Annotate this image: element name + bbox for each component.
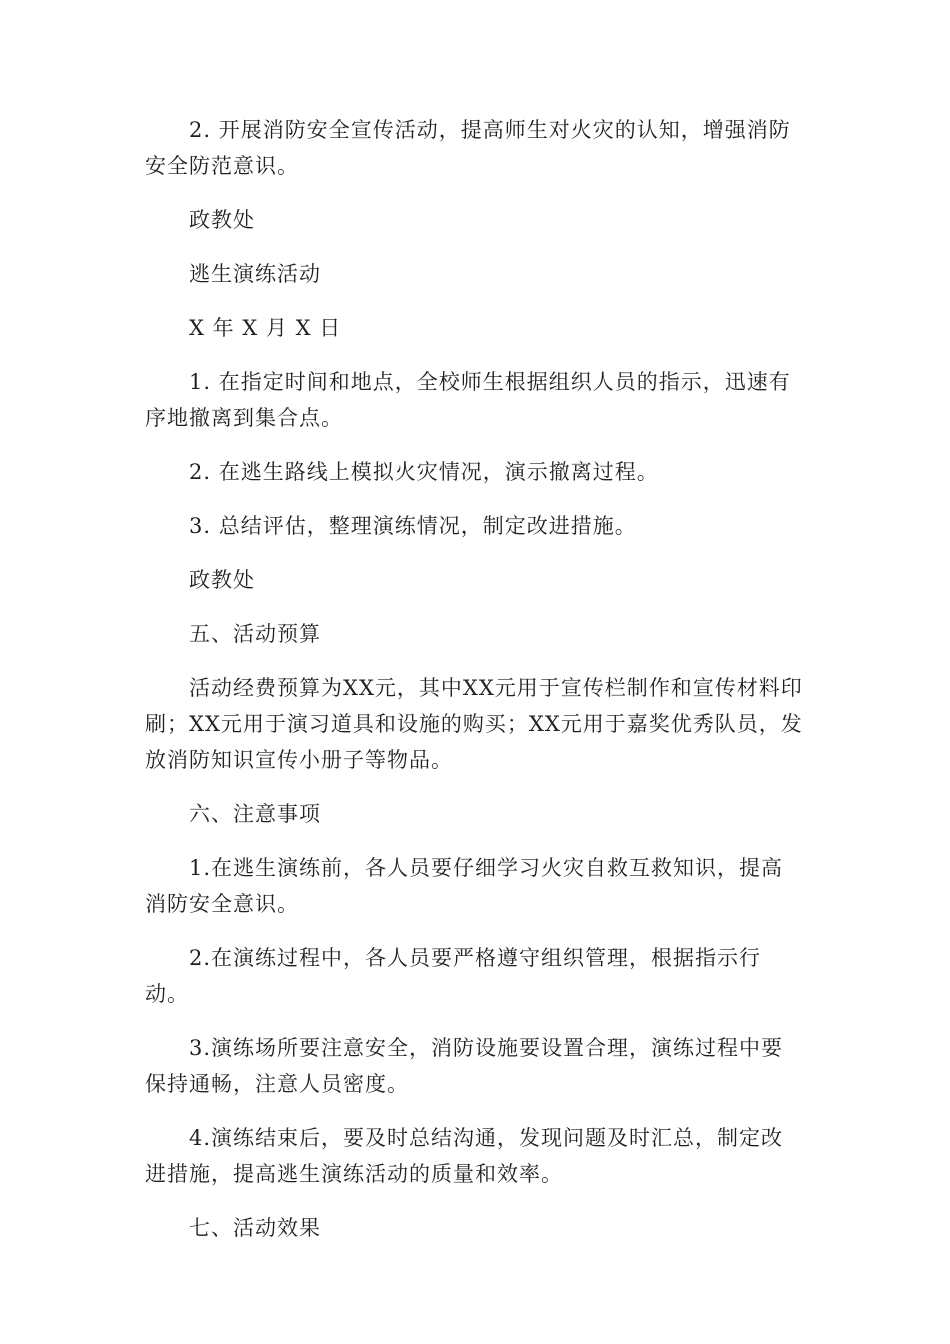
paragraph-activity-name: 逃生演练活动 — [189, 262, 321, 286]
paragraph-department-2: 政教处 — [189, 568, 255, 592]
paragraph-step-1: 1. 在指定时间和地点，全校师生根据组织人员的指示，迅速有序地撤离到集合点。 — [145, 370, 791, 430]
document-body — [145, 112, 805, 1264]
paragraph-note-4: 4.演练结束后，要及时总结沟通，发现问题及时汇总，制定改进措施，提高逃生演练活动的质量和效率。 — [145, 1126, 784, 1186]
paragraph-note-1: 1.在逃生演练前，各人员要仔细学习火灾自救互救知识，提高消防安全意识。 — [145, 856, 784, 916]
section-heading-budget: 五、活动预算 — [189, 622, 321, 646]
paragraph-budget: 活动经费预算为XX元，其中XX元用于宣传栏制作和宣传材料印刷；XX元用于演习道具和设施的购买；XX元用于嘉奖优秀队员，发放消防知识宣传小册子等物品。 — [145, 676, 803, 772]
paragraph-note-3: 3.演练场所要注意安全，消防设施要设置合理，演练过程中要保持通畅，注意人员密度。 — [145, 1036, 784, 1096]
paragraph-publicity-activity: 2. 开展消防安全宣传活动，提高师生对火灾的认知，增强消防安全防范意识。 — [145, 118, 791, 178]
paragraph-department-1: 政教处 — [189, 208, 255, 232]
paragraph-step-2: 2. 在逃生路线上模拟火灾情况，演示撤离过程。 — [189, 460, 659, 484]
section-heading-effect: 七、活动效果 — [189, 1216, 321, 1240]
paragraph-date: X 年 X 月 X 日 — [189, 316, 342, 340]
section-heading-notes: 六、注意事项 — [189, 802, 321, 826]
paragraph-step-3: 3. 总结评估，整理演练情况，制定改进措施。 — [189, 514, 637, 538]
paragraph-note-2: 2.在演练过程中，各人员要严格遵守组织管理，根据指示行动。 — [145, 946, 762, 1006]
